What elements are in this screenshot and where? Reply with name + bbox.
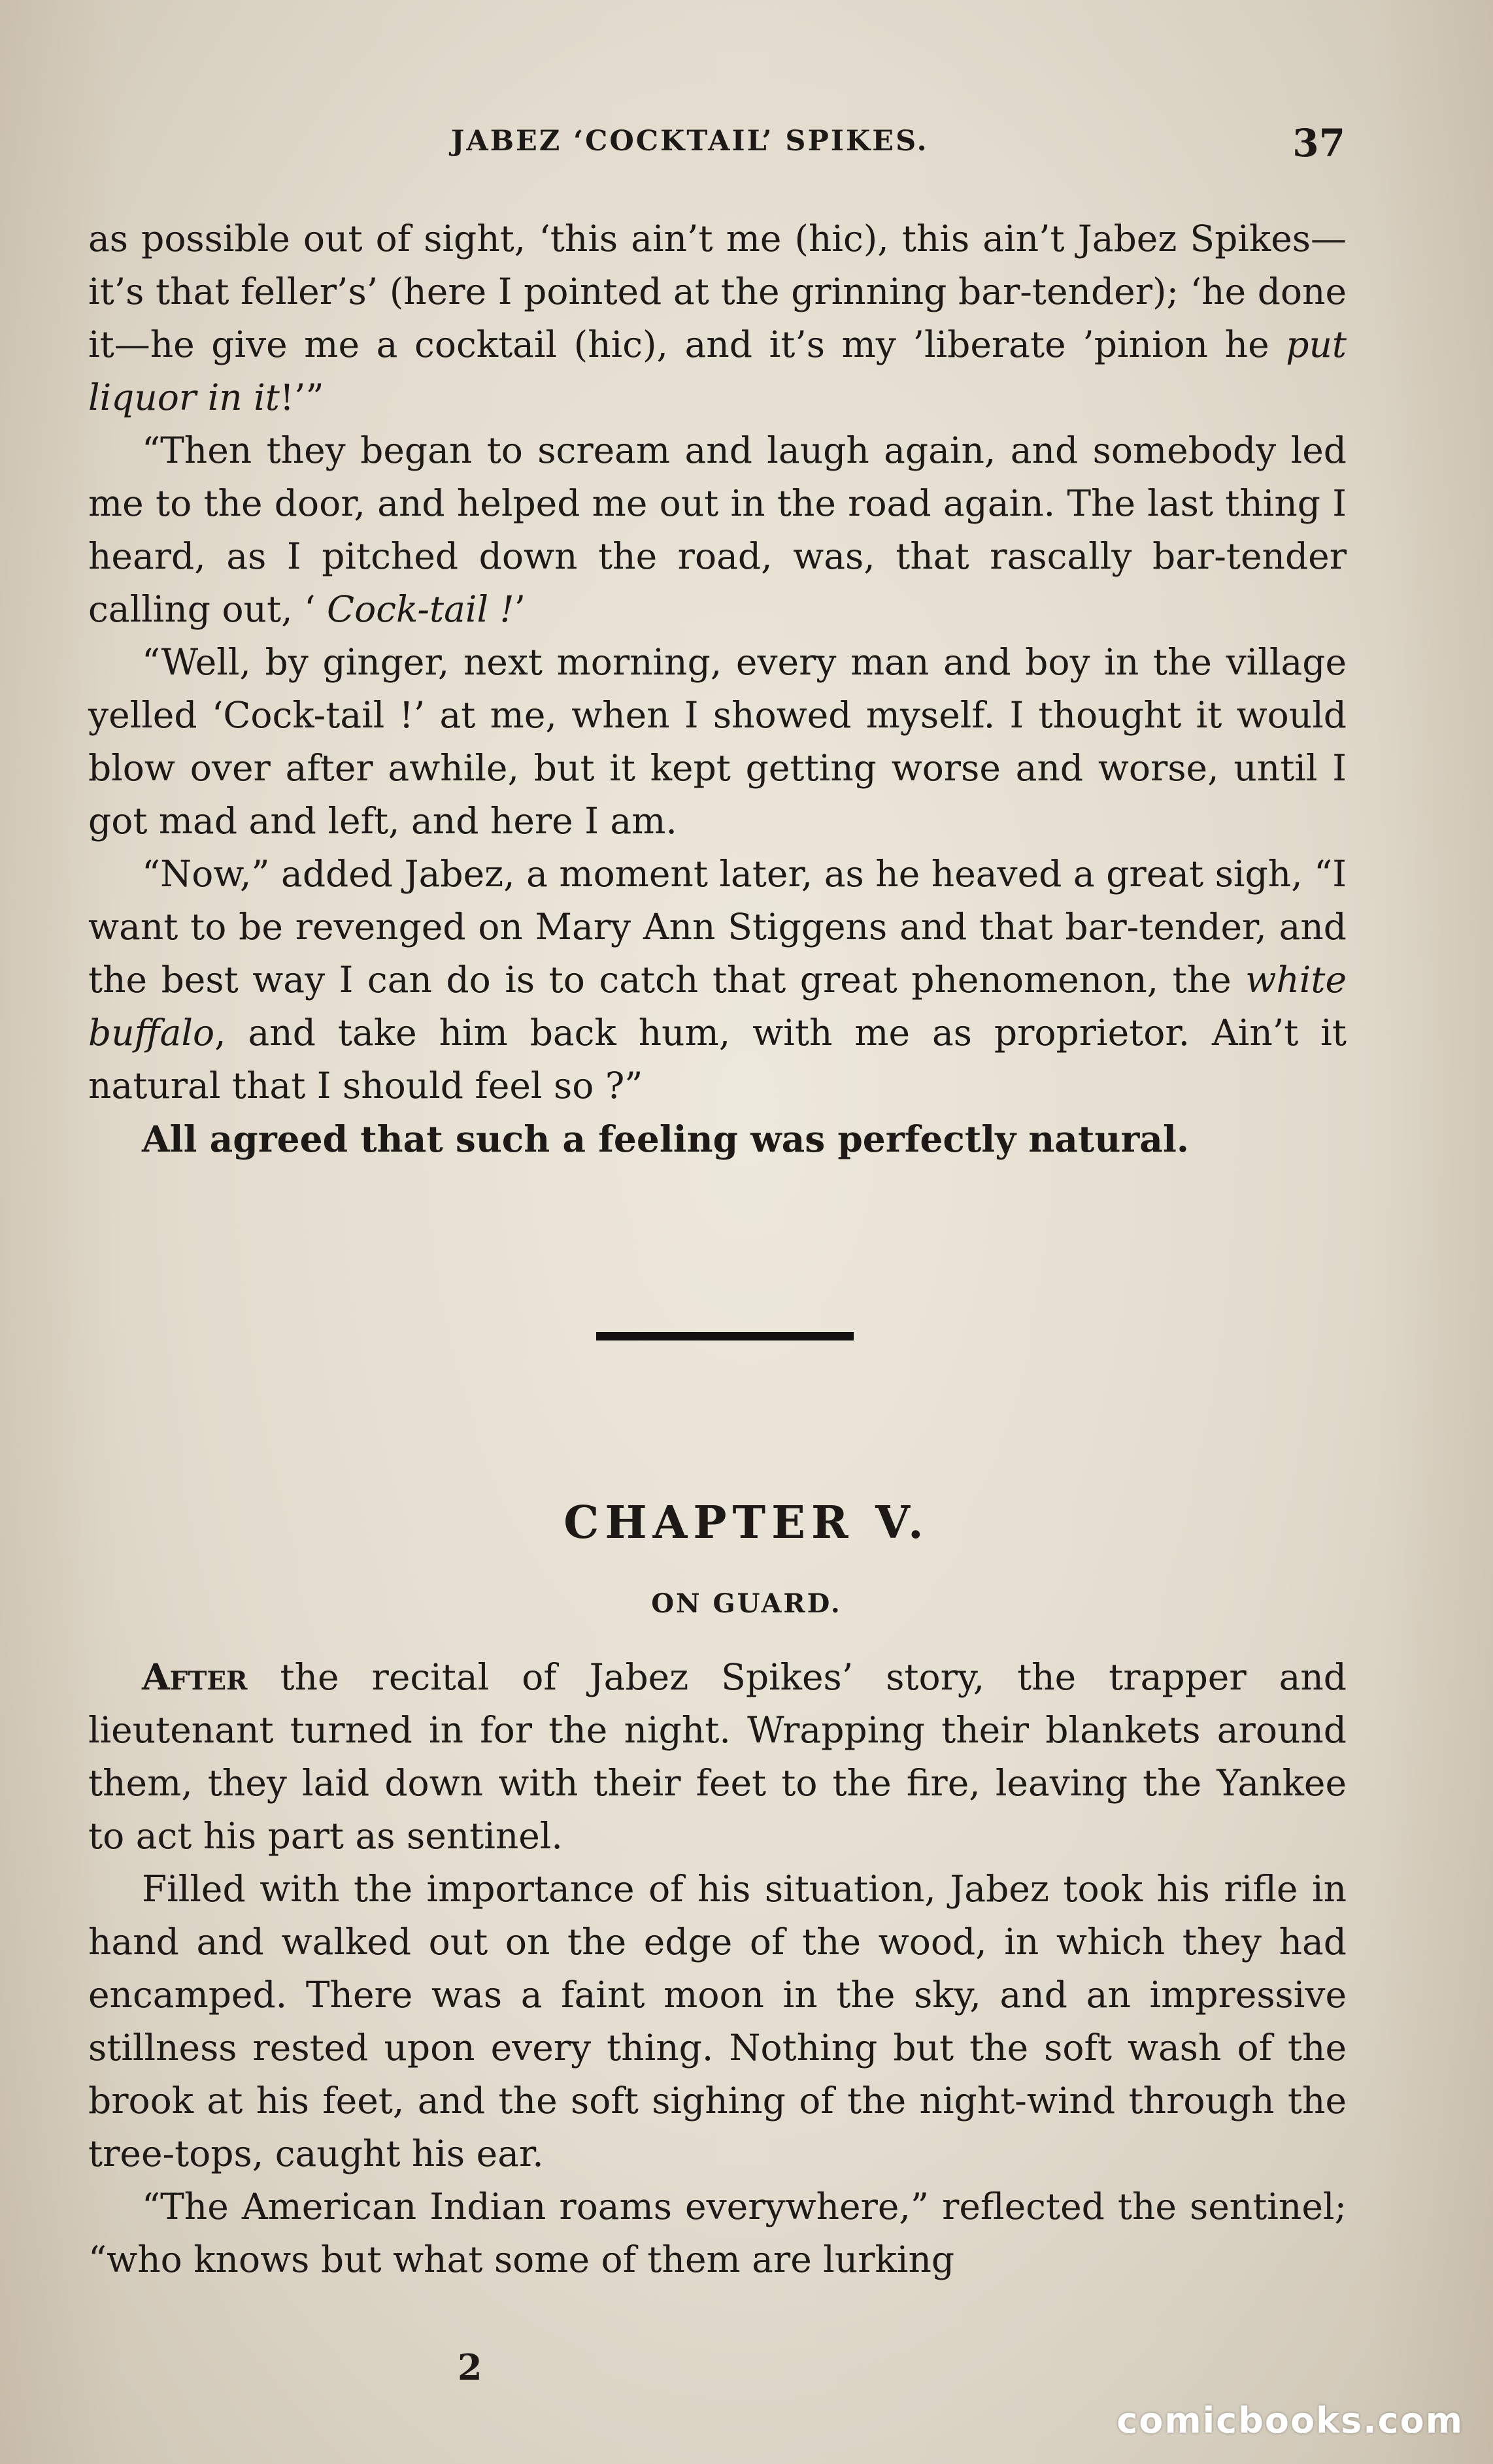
paragraph: “Now,” added Jabez, a moment later, as he heaved a great sigh, “I want to be revenged on Mary Ann Stiggens and that bar-tender, and the best way I can do is to catch that great phenomenon, the white buffalo, and take him back hum, with me as proprietor. Ain’t it natural that I should feel so ?” bbox=[88, 853, 1347, 1107]
chapter-title: CHAPTER V. bbox=[563, 1497, 930, 1549]
italic-phrase: white buffalo bbox=[88, 959, 1347, 1054]
paragraph: “The American Indian roams everywhere,” reflected the sentinel; “who knows but what some of them are lurking bbox=[88, 2186, 1347, 2280]
watermark: comicbooks.com bbox=[1116, 2400, 1464, 2441]
paragraph: All agreed that such a feeling was perfectly natural. bbox=[142, 1118, 1189, 1160]
chapter-subtitle: ON GUARD. bbox=[651, 1588, 842, 1619]
paragraph: “Then they began to scream and laugh again, and somebody led me to the door, and helped me out in the road again. The last thing I heard, as I pitched down the road, was, that rascally bar-tender calling out, ‘ Cock-tail !’ bbox=[88, 429, 1347, 630]
paragraph: After the recital of Jabez Spikes’ story, the trapper and lieutenant turned in for the night. Wrapping their blankets around them, they laid down with their feet to the fire, leaving the Yankee to act his part as sentinel. bbox=[88, 1656, 1347, 1857]
section-divider bbox=[596, 1332, 854, 1340]
chapter-text bbox=[88, 1650, 1347, 2286]
signature-mark: 2 bbox=[458, 2346, 482, 2388]
opening-word: After bbox=[142, 1656, 248, 1698]
running-head: JABEZ ‘COCKTAIL’ SPIKES. bbox=[451, 125, 929, 158]
paragraph: Filled with the importance of his situation, Jabez took his rifle in hand and walked out on the edge of the wood, in which they had encamped. There was a faint moon in the sky, and an impressive stillness rested upon every thing. Nothing but the soft wash of the brook at his feet, and the soft sighing of the night-wind through the tree-tops, caught his ear. bbox=[88, 1868, 1347, 2174]
story-text bbox=[88, 212, 1347, 1165]
paragraph: as possible out of sight, ‘this ain’t me (hic), this ain’t Jabez Spikes—it’s that feller’s’ (here I pointed at the grinning bar-tender); ‘he done it—he give me a cocktail (hic), and it’s my ’liberate ’pinion he put liquor in it!’” bbox=[88, 218, 1347, 418]
page-number: 37 bbox=[1292, 121, 1345, 165]
italic-phrase: put liquor in it bbox=[88, 324, 1347, 418]
paragraph: “Well, by ginger, next morning, every man and boy in the village yelled ‘Cock-tail !’ at me, when I showed myself. I thought it would blow over after awhile, but it kept getting worse and worse, until I got mad and left, and here I am. bbox=[88, 641, 1347, 842]
page-header bbox=[90, 121, 1345, 173]
italic-phrase: Cock-tail ! bbox=[327, 588, 514, 630]
